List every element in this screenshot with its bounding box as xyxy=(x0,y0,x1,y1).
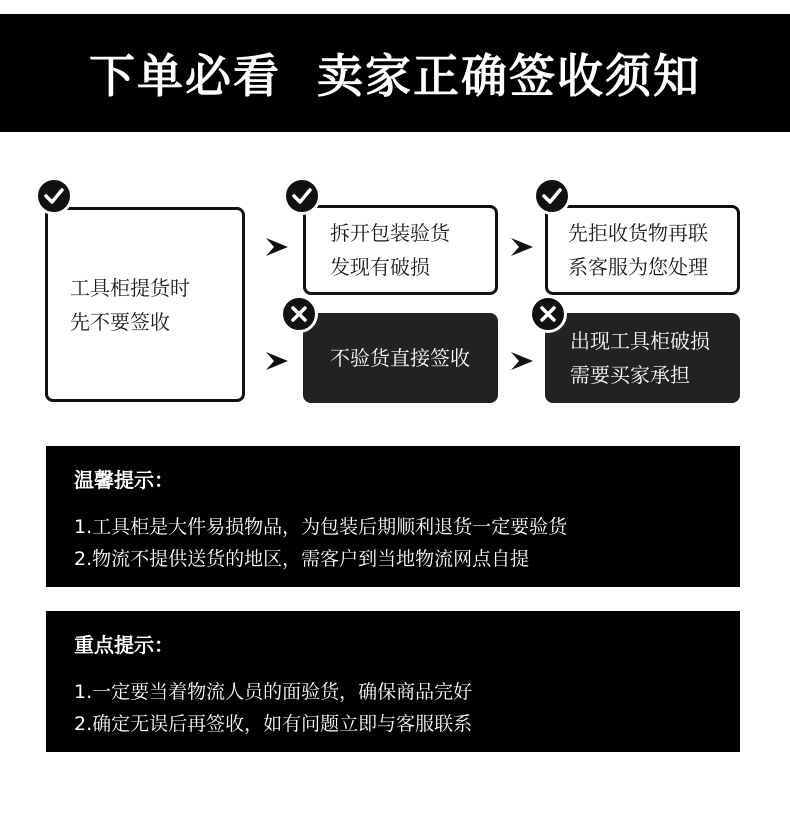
check-icon xyxy=(283,177,321,215)
page-title: 下单必看 卖家正确签收须知 xyxy=(88,49,702,103)
arrow-right-icon xyxy=(266,352,288,370)
tips-line: 1.工具柜是大件易损物品，为包装后期顺利退货一定要验货 xyxy=(74,516,568,538)
check-icon xyxy=(533,177,571,215)
key-tips-line: 2.确定无误后再签收，如有问题立即与客服联系 xyxy=(74,713,473,735)
tips-title: 温馨提示： xyxy=(74,468,174,492)
flow-step-no-inspect xyxy=(303,313,498,403)
flow-step-reject xyxy=(545,205,740,295)
check-icon xyxy=(35,177,73,215)
flow-step-text: 先拒收货物再联 系客服为您处理 xyxy=(568,221,708,279)
arrow-right-icon xyxy=(511,238,533,256)
key-tips-title: 重点提示： xyxy=(74,633,174,657)
arrow-right-icon xyxy=(511,352,533,370)
cross-icon xyxy=(529,295,567,333)
flow-start-text: 工具柜提货时 先不要签收 xyxy=(70,275,190,334)
tips-line: 2.物流不提供送货的地区，需客户到当地物流网点自提 xyxy=(74,548,530,570)
cross-icon xyxy=(280,295,318,333)
header-banner xyxy=(0,14,790,132)
flow-step-text: 拆开包装验货 发现有破损 xyxy=(330,221,450,279)
key-tips-panel xyxy=(46,611,740,752)
flow-step-text: 不验货直接签收 xyxy=(330,346,470,370)
key-tips-line: 1.一定要当着物流人员的面验货，确保商品完好 xyxy=(74,681,473,703)
tips-panel xyxy=(46,446,740,587)
flow-step-inspect xyxy=(303,205,498,295)
flow-start-box xyxy=(45,207,245,402)
flow-step-text: 出现工具柜破损 需要买家承担 xyxy=(570,329,710,387)
flow-step-damage xyxy=(545,313,740,403)
arrow-right-icon xyxy=(266,238,288,256)
